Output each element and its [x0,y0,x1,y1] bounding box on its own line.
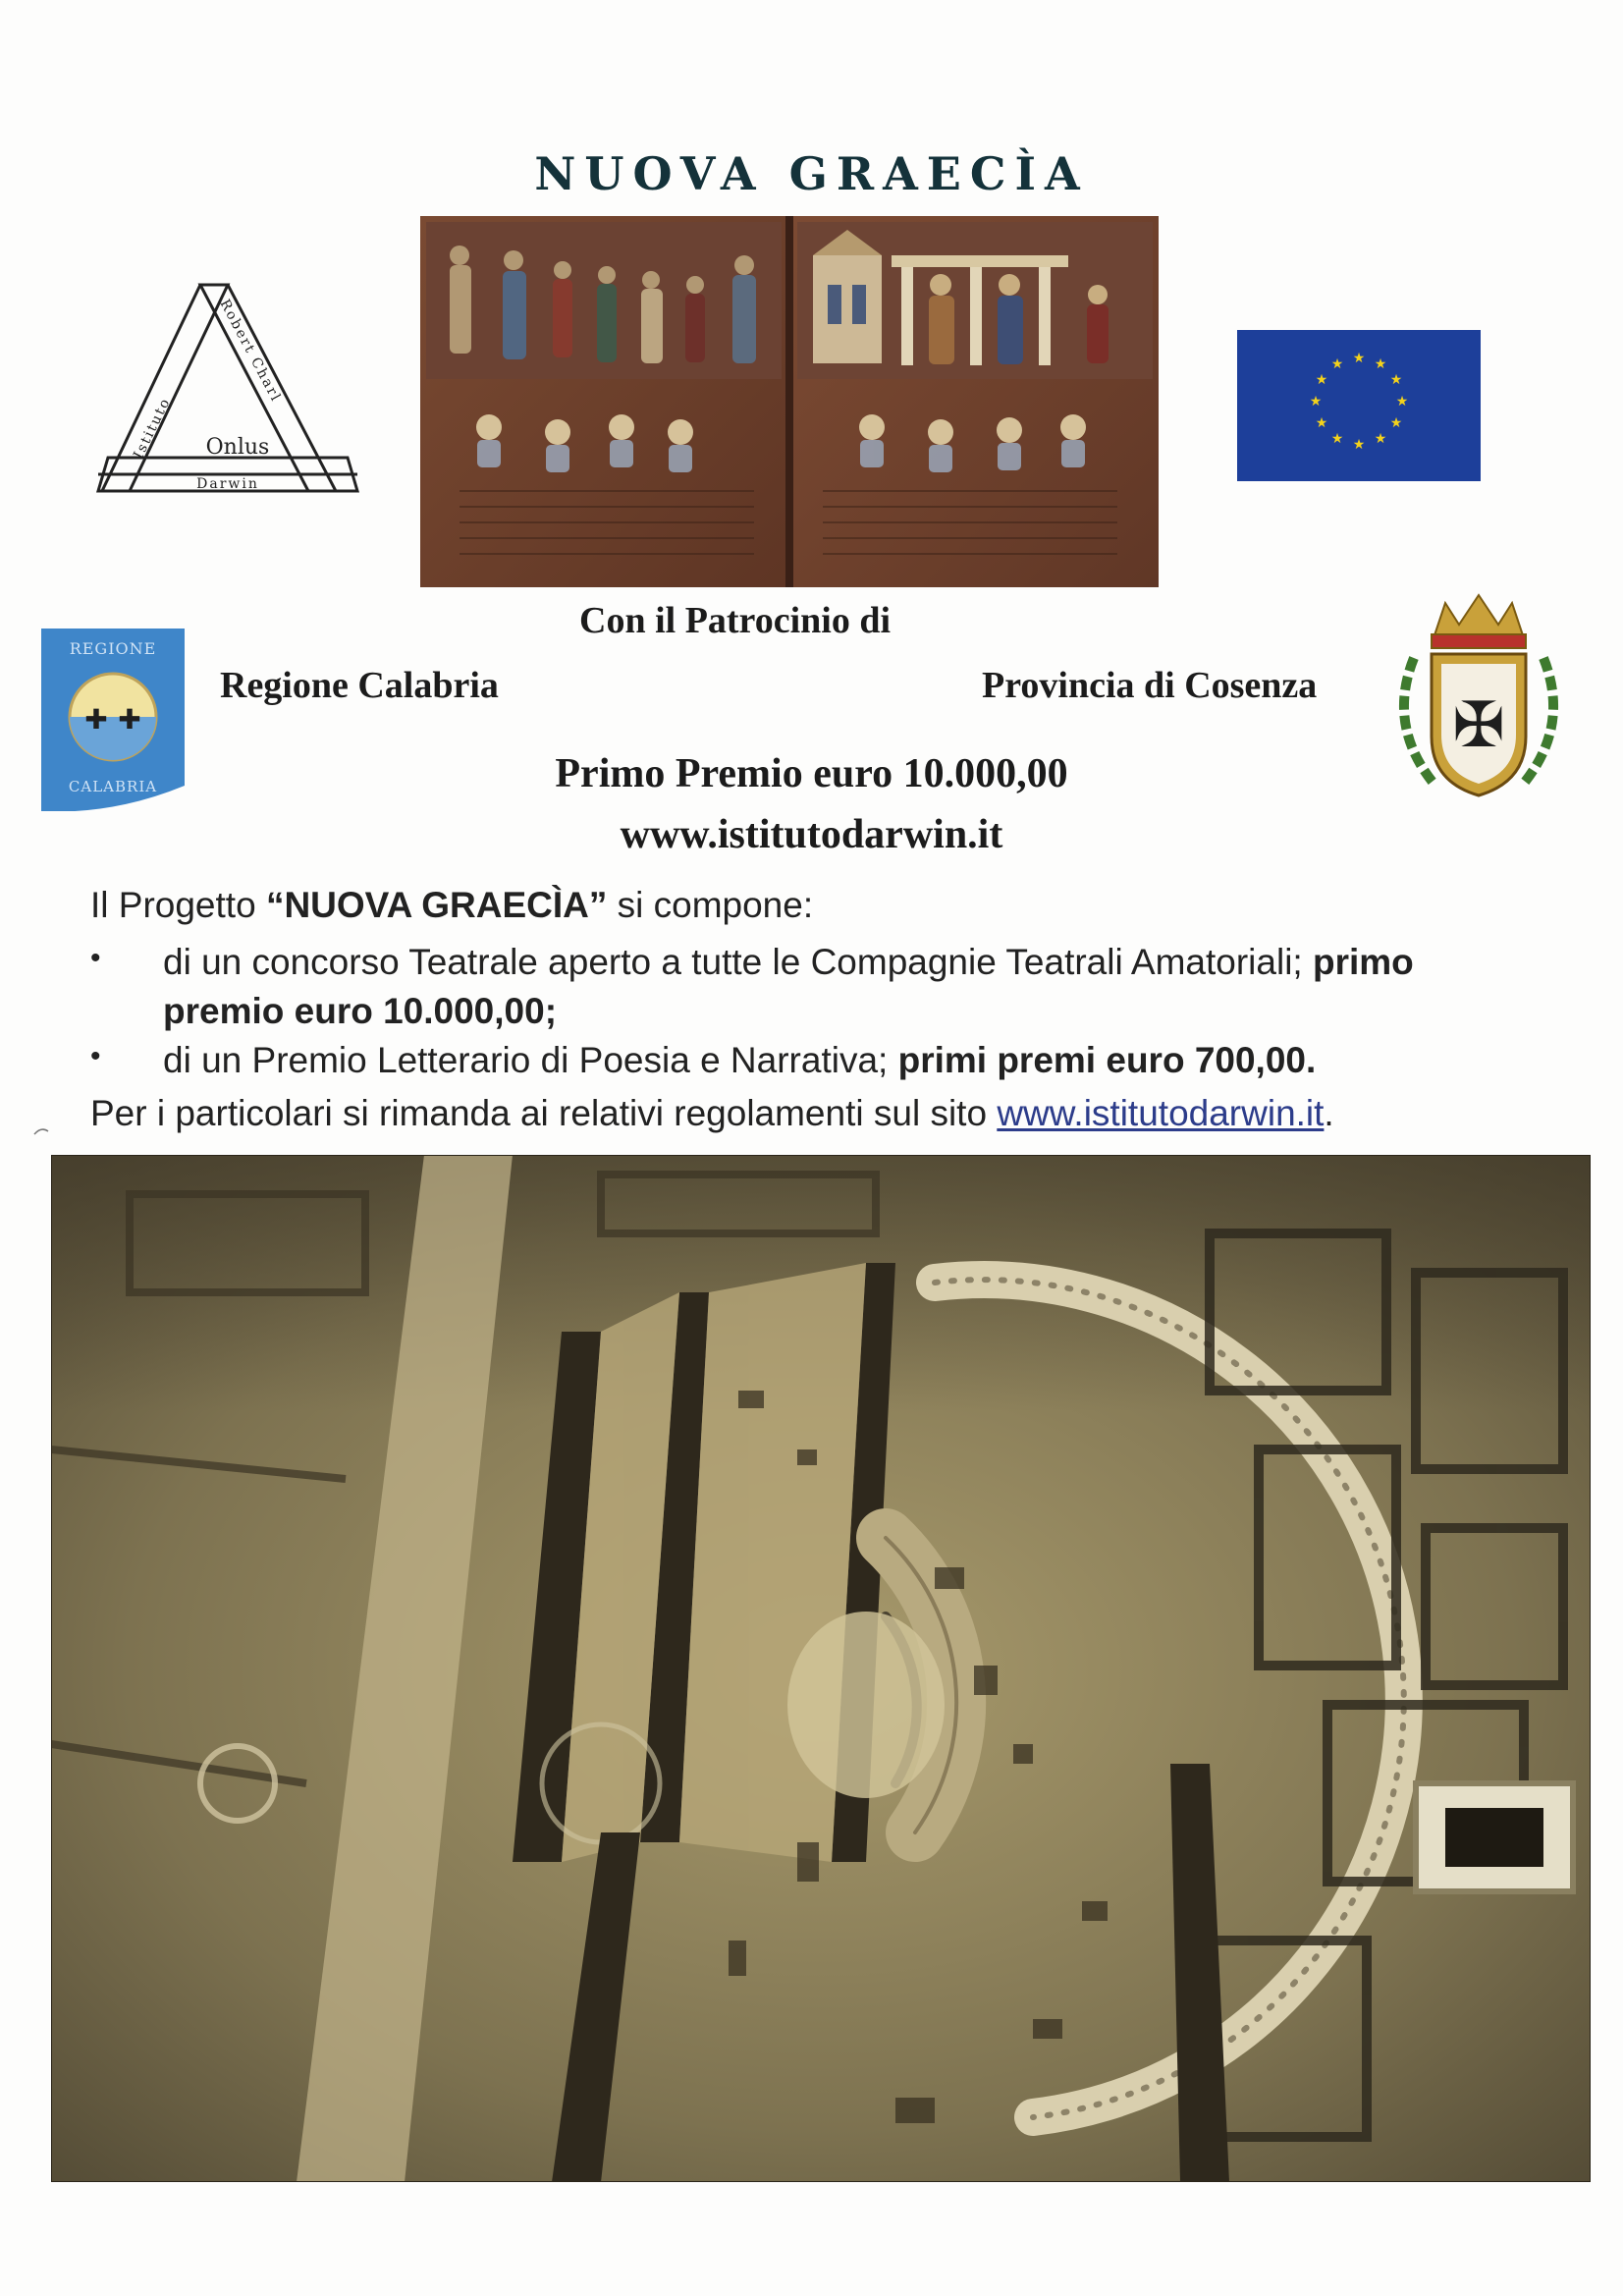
svg-text:★: ★ [1330,356,1344,372]
patronage-heading: Con il Patrocinio di [579,600,892,641]
svg-text:★: ★ [1315,415,1328,431]
website-heading: www.istitutodarwin.it [620,812,1003,857]
eu-flag-icon [1237,330,1481,481]
svg-text:★: ★ [1352,351,1366,366]
poster-title: NUOVA GRAECÌA [534,147,1089,200]
bullet-marker: • [90,942,101,974]
svg-text:★: ★ [1389,415,1403,431]
closing-line: Per i particolari si rimanda ai relativi regolamenti sul sito www.istitutodarwin.it. [90,1093,1334,1133]
svg-text:★: ★ [1315,372,1328,388]
manuscript-image [420,216,1159,587]
svg-text:★: ★ [1374,431,1387,447]
bullet-literary: di un Premio Letterario di Poesia e Narrativa; primi premi euro 700,00. [163,1040,1317,1080]
svg-text:✚: ✚ [84,703,108,736]
svg-text:★: ★ [1352,437,1366,453]
svg-text:REGIONE: REGIONE [69,639,157,658]
bullet-marker: • [90,1040,101,1072]
svg-text:★: ★ [1395,394,1409,410]
aerial-ruins-photo [51,1155,1591,2182]
regione-calabria-label: Regione Calabria [220,665,499,706]
bullet-theatre-line2: premio euro 10.000,00; [163,991,558,1031]
svg-text:★: ★ [1389,372,1403,388]
darwin-triangle-logo-icon [90,273,365,519]
svg-text:Robert Charl: Robert Charl [216,297,285,406]
bullet-theatre-line1: di un concorso Teatrale aperto a tutte le Compagnie Teatrali Amatoriali; primo [163,942,1414,982]
svg-text:✚: ✚ [118,703,141,736]
svg-text:Onlus: Onlus [205,435,270,460]
provincia-cosenza-label: Provincia di Cosenza [982,665,1318,706]
svg-text:✠: ✠ [1452,689,1505,762]
prize-line: Primo Premio euro 10.000,00 [555,751,1068,796]
website-link[interactable]: www.istitutodarwin.it [997,1093,1325,1133]
scan-mark [33,1121,49,1131]
svg-text:★: ★ [1330,431,1344,447]
svg-text:Darwin: Darwin [196,476,259,492]
svg-text:CALABRIA: CALABRIA [68,778,158,795]
svg-text:★: ★ [1309,394,1323,410]
intro-line: Il Progetto “NUOVA GRAECÌA” si compone: [90,885,814,925]
manuscript-picture [420,216,1159,587]
svg-text:★: ★ [1374,356,1387,372]
svg-text:Istituto: Istituto [131,395,175,462]
project-name: “NUOVA GRAECÌA” [265,885,608,925]
